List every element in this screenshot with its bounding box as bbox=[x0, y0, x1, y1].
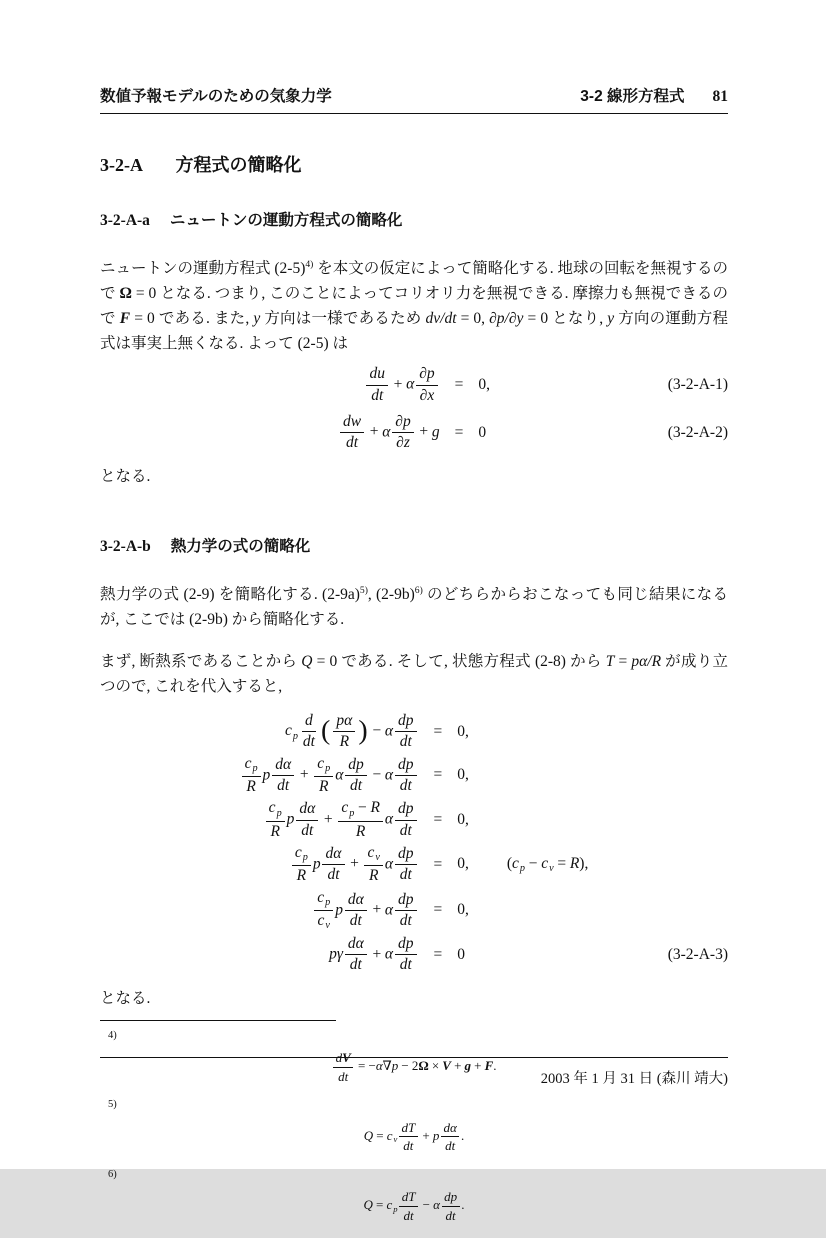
equation-rhs: 0, bbox=[457, 901, 469, 919]
paragraph-thermo: 熱力学の式 (2-9) を簡略化する. (2-9a)$^{5)}$, (2-9b)$^{6)}$ のどちらからおこなっても同じ結果になるが, ここでは (2-9b) から簡略化する. bbox=[100, 584, 728, 628]
fraction: $\frac{c_p}{R}$ bbox=[266, 799, 285, 841]
section-number: 3-2-A bbox=[100, 155, 143, 175]
equation-group-motion bbox=[100, 365, 728, 452]
paragraph-newton: ニュートンの運動方程式 (2-5)$^{4)}$ を本文の仮定によって簡略化する. 地球の回転を無視するので Ω = 0 となる. つまり, このことによってコリオリ力を無視できる. 摩擦力も無視できるので F = 0 である. また, y 方向は一様であるため dv/dt = 0, ∂p/∂y = 0 となり, y 方向の運動方程式は事実上無くなる. よって (2-5) は bbox=[100, 258, 729, 353]
fraction: $\frac{dp}{dt}$ bbox=[345, 756, 367, 796]
fraction: $\frac{dw}{dt}$ bbox=[340, 413, 364, 453]
equation-rhs: 0 bbox=[478, 423, 487, 441]
fraction: $\frac{dp}{dt}$ bbox=[395, 845, 417, 885]
paragraph-tonaru-1: となる. bbox=[100, 467, 151, 485]
equals-sign: = bbox=[433, 945, 443, 963]
section-title: 方程式の簡略化 bbox=[175, 155, 302, 175]
equation-group-thermo bbox=[100, 712, 728, 975]
equals-sign: = bbox=[454, 376, 464, 394]
subsection-title: ニュートンの運動方程式の簡略化 bbox=[169, 212, 403, 229]
equation-rhs: 0, $(c_p - c_v = R)$, bbox=[457, 855, 589, 875]
footnote-marker: 4) bbox=[108, 1029, 117, 1041]
running-title: 数値予報モデルのための気象力学 bbox=[100, 88, 332, 105]
equals-sign: = bbox=[454, 423, 464, 441]
open-paren: ( bbox=[321, 714, 331, 746]
equals-sign: = bbox=[433, 811, 443, 829]
subsection-number: 3-2-A-a bbox=[100, 212, 150, 229]
footnote-5 bbox=[100, 1099, 728, 1153]
fraction: $\frac{d\alpha}{dt}$ bbox=[296, 800, 318, 840]
fraction: $\frac{dp}{dt}$ bbox=[395, 712, 417, 752]
equation-rhs: 0, bbox=[457, 766, 469, 784]
fraction: $\frac{dp}{dt}$ bbox=[395, 800, 417, 840]
fraction: $\frac{dp}{dt}$ bbox=[395, 756, 417, 796]
equation-rhs: 0, bbox=[457, 722, 469, 740]
equation-rhs: 0 bbox=[457, 945, 465, 963]
subsection-number: 3-2-A-b bbox=[100, 537, 151, 555]
equals-sign: = bbox=[433, 722, 443, 740]
subsection-title: 熱力学の式の簡略化 bbox=[170, 537, 311, 555]
fraction: $\frac{c_v}{R}$ bbox=[364, 844, 383, 886]
footnote-equation: $Q = c_p$ $\frac{dT}{dt}$ − α $\frac{dp}{dt}$ . bbox=[363, 1189, 465, 1223]
footnote-reference: 6) bbox=[414, 584, 423, 596]
footnote-marker: 5) bbox=[108, 1099, 117, 1111]
equation-lhs: pγ $\frac{d\alpha}{dt}$ + α $\frac{dp}{dt}$ bbox=[329, 935, 418, 975]
fraction: $\frac{c_p - R}{R}$ bbox=[338, 799, 383, 841]
subsection-heading-b bbox=[100, 534, 728, 556]
equation-rhs: 0, bbox=[478, 376, 490, 394]
footnote-6 bbox=[100, 1169, 728, 1223]
subsection-heading-a bbox=[100, 208, 728, 230]
footnote-reference: 5) bbox=[359, 584, 368, 596]
fraction: $\frac{dp}{dt}$ bbox=[395, 935, 417, 975]
fraction: $\frac{c_p}{R}$ bbox=[292, 844, 311, 886]
fraction: $\frac{dV}{dt}$ bbox=[333, 1050, 353, 1084]
page-footer bbox=[100, 1057, 728, 1088]
section-heading bbox=[100, 151, 728, 177]
fraction: $\frac{dp}{dt}$ bbox=[395, 891, 417, 931]
footnote-reference: 4) bbox=[305, 258, 314, 270]
equation-lhs: $c_p$ $\frac{d}{dt}$ ( $\frac{p\alpha}{R}$ ) − α $\frac{dp}{dt}$ bbox=[285, 712, 419, 752]
equation-label: (3-2-A-2) bbox=[667, 423, 728, 441]
equation-rhs: 0, bbox=[457, 811, 469, 829]
paragraph-adiabatic: まず, 断熱系であることから Q = 0 である. そして, 状態方程式 (2-8) から T = pα/R が成り立つので, これを代入すると, bbox=[100, 652, 728, 695]
fraction: $\frac{d\alpha}{dt}$ bbox=[345, 891, 367, 931]
equation-lhs: $\frac{c_p}{R}$ p $\frac{d\alpha}{dt}$ + $\frac{c_p - R}{R}$ α $\frac{dp}{dt}$ bbox=[264, 799, 419, 841]
fraction: $\frac{d}{dt}$ bbox=[302, 712, 315, 751]
equation-note: $(c_p - c_v = R)$, bbox=[506, 855, 589, 875]
close-paren: ) bbox=[358, 714, 368, 746]
fraction: $\frac{dp}{dt}$ bbox=[442, 1189, 460, 1223]
footnote-rule bbox=[100, 1020, 336, 1021]
fraction: $\frac{c_p}{c_v}$ bbox=[314, 889, 333, 933]
fraction: $\frac{d\alpha}{dt}$ bbox=[322, 845, 344, 885]
running-section: 3-2 線形方程式 bbox=[580, 88, 685, 105]
equals-sign: = bbox=[433, 766, 443, 784]
equation-lhs: $\frac{c_p}{R}$ p $\frac{d\alpha}{dt}$ + $\frac{c_v}{R}$ α $\frac{dp}{dt}$ bbox=[290, 844, 419, 886]
fraction: $\frac{c_p}{R}$ bbox=[314, 755, 333, 797]
equation-lhs: $\frac{c_p}{c_v}$ p $\frac{d\alpha}{dt}$ + α $\frac{dp}{dt}$ bbox=[312, 889, 418, 933]
equals-sign: = bbox=[433, 901, 443, 919]
fraction: $\frac{\partial p}{\partial z}$ bbox=[392, 413, 414, 453]
fraction: $\frac{p\alpha}{R}$ bbox=[333, 712, 355, 752]
fraction: $\frac{d\alpha}{dt}$ bbox=[345, 935, 367, 975]
fraction: $\frac{d\alpha}{dt}$ bbox=[272, 756, 294, 796]
equation-lhs: $\frac{c_p}{R}$ p $\frac{d\alpha}{dt}$ + $\frac{c_p}{R}$ α $\frac{dp}{dt}$ − α $\frac{dp}{dt}$ bbox=[240, 755, 419, 797]
fraction: $\frac{dT}{dt}$ bbox=[399, 1189, 418, 1223]
equation-lhs: $\frac{du}{dt}$ + α $\frac{\partial p}{\partial x}$ bbox=[365, 365, 440, 405]
footnote-marker: 6) bbox=[108, 1168, 117, 1180]
page-number: 81 bbox=[712, 88, 728, 105]
footer-date: 2003 年 1 月 31 日 (森川 靖大) bbox=[540, 1071, 728, 1087]
equation-label: (3-2-A-1) bbox=[667, 376, 728, 394]
fraction: $\frac{c_p}{R}$ bbox=[242, 755, 261, 797]
fraction: $\frac{dT}{dt}$ bbox=[399, 1120, 418, 1154]
footnote-equation: $Q = c_v$ $\frac{dT}{dt}$ + p $\frac{d\alpha}{dt}$ . bbox=[363, 1119, 465, 1154]
footnote-equation: $\frac{dV}{dt}$ = −α∇p − 2Ω × V + g + F. bbox=[100, 1050, 728, 1084]
equation-lhs: $\frac{dw}{dt}$ + α $\frac{\partial p}{\partial z}$ + g bbox=[338, 413, 440, 453]
equals-sign: = bbox=[433, 855, 443, 873]
fraction: $\frac{d\alpha}{dt}$ bbox=[441, 1120, 460, 1154]
paragraph-tonaru-2: となる. bbox=[100, 989, 151, 1007]
equation-label: (3-2-A-3) bbox=[667, 945, 728, 963]
page-header bbox=[100, 84, 728, 114]
fraction: $\frac{\partial p}{\partial x}$ bbox=[416, 365, 438, 405]
header-right bbox=[580, 84, 728, 106]
fraction: $\frac{du}{dt}$ bbox=[366, 365, 388, 405]
